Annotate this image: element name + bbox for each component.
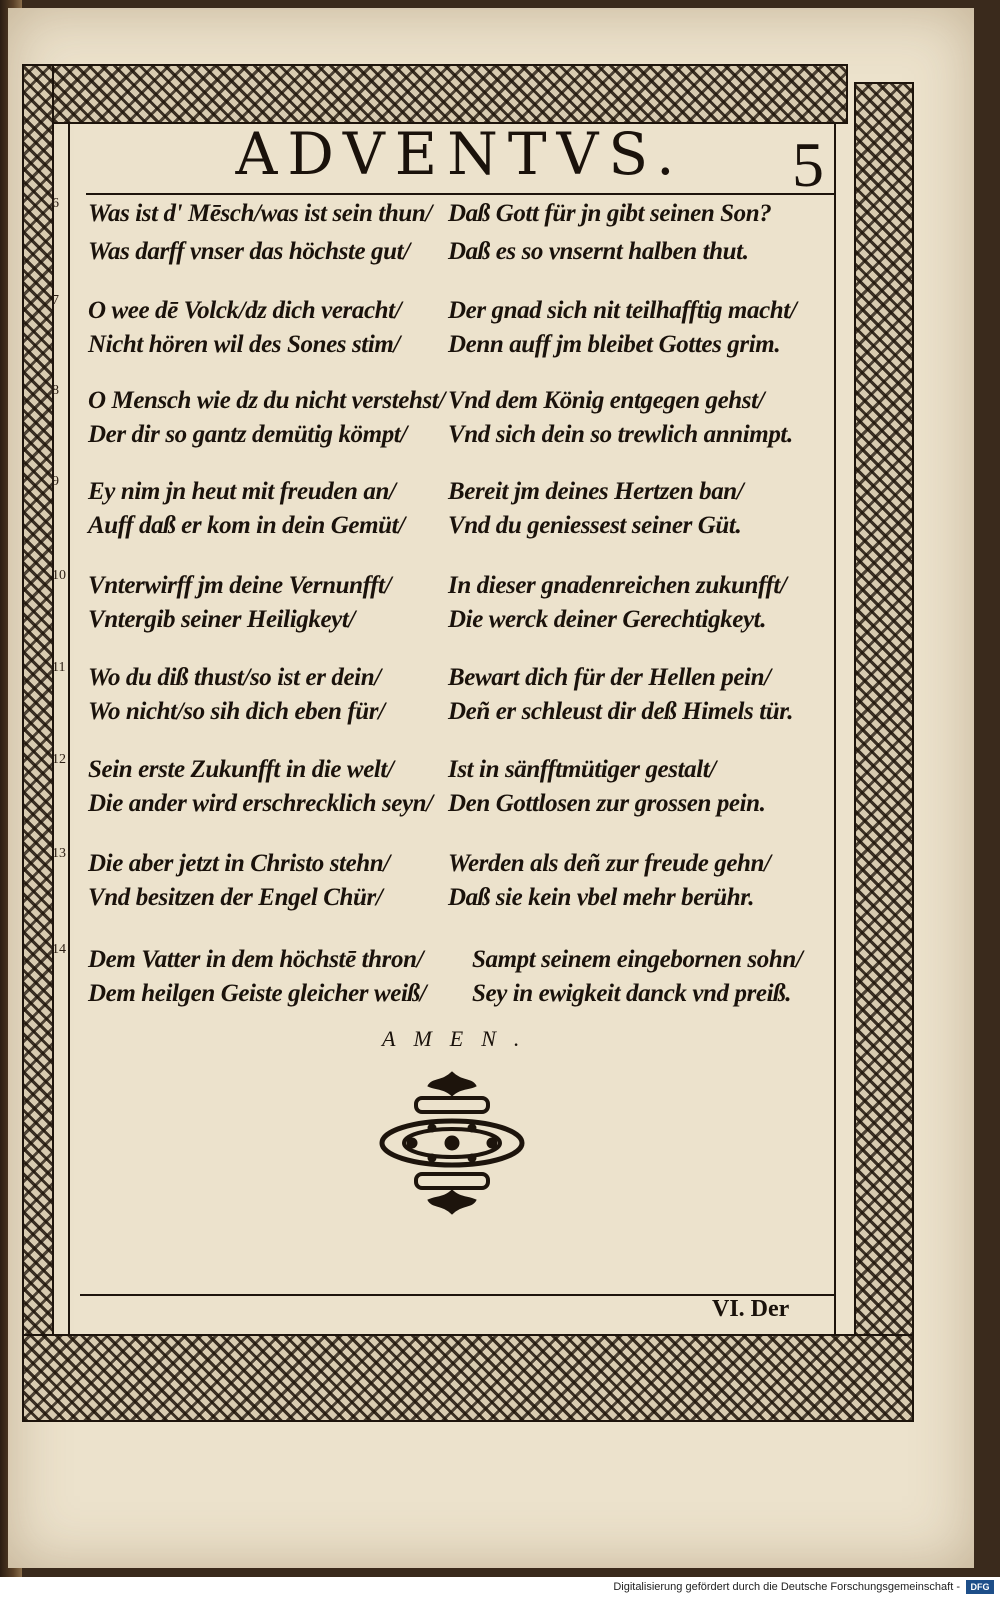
verse-line: Auff daß er kom in dein Gemüt/ Vnd du geniessest seiner Güt. (88, 512, 742, 539)
verse-number: 7 (52, 293, 59, 308)
verse-number: 9 (52, 474, 59, 489)
verse-line: Nicht hören wil des Sones stim/ Denn auff jm bleibet Gottes grim. (88, 331, 781, 358)
ornamental-border-right (854, 82, 914, 1338)
verse-line: Vnd besitzen der Engel Chür/ Daß sie kein vbel mehr berühr. (88, 884, 755, 911)
verse-line: Ey nim jn heut mit freuden an/ Bereit jm deines Hertzen ban/ (88, 478, 744, 505)
verse-line: Vntergib seiner Heiligkeyt/ Die werck deiner Gerechtigkeyt. (88, 606, 767, 633)
page-number: 5 (792, 129, 824, 200)
verse-number: 11 (52, 660, 66, 675)
fleuron-ornament (372, 1068, 532, 1218)
verse-line: Die aber jetzt in Christo stehn/ Werden als deñ zur freude gehn/ (88, 850, 771, 877)
verse-line: Der dir so gantz demütig kömpt/ Vnd sich dein so trewlich annimpt. (88, 421, 793, 448)
verse-number: 10 (52, 568, 66, 583)
catchword: VI. Der (712, 1296, 790, 1322)
verse-line: Was ist d' Mēsch/was ist sein thun/ Daß Gott für jn gibt seinen Son? (88, 200, 772, 227)
verse-line: O wee dē Volck/dz dich veracht/ Der gnad sich nit teilhafftig macht/ (88, 297, 797, 324)
amen: AMEN. (382, 1026, 538, 1051)
verse-line: O Mensch wie dz du nicht verstehst/ Vnd dem König entgegen gehst/ (88, 387, 765, 414)
digitization-footer (0, 1577, 1000, 1597)
verse-number: 13 (52, 846, 66, 861)
verse-number: 8 (52, 383, 59, 398)
verse-line: Dem heilgen Geiste gleicher weiß/ Sey in ewigkeit danck vnd preiß. (88, 980, 792, 1007)
dfg-logo[interactable]: DFG (966, 1580, 994, 1594)
verse-line: Sein erste Zukunfft in die welt/ Ist in sänfftmütiger gestalt/ (88, 756, 716, 783)
verse-line: Wo nicht/so sih dich eben für/ Deñ er schleust dir deß Himels tür. (88, 698, 794, 725)
verse-number: 12 (52, 752, 66, 767)
rule-top (86, 193, 834, 195)
ornamental-border-bottom (22, 1334, 914, 1422)
verse-number: 14 (52, 942, 66, 957)
verse-line: Wo du diß thust/so ist er dein/ Bewart dich für der Hellen pein/ (88, 664, 771, 691)
page-title: ADVENTVS. (235, 120, 685, 188)
ornamental-border-top (52, 64, 848, 124)
ornamental-border-left (22, 64, 54, 1344)
footer-credit: Digitalisierung gefördert durch die Deutsche Forschungsgemeinschaft - (613, 1581, 960, 1593)
verse-line: Was darff vnser das höchste gut/ Daß es so vnsernt halben thut. (88, 238, 749, 265)
verse-line: Vnterwirff jm deine Vernunfft/ In dieser gnadenreichen zukunfft/ (88, 572, 787, 599)
verse-number: 6 (52, 196, 59, 211)
verse-line: Die ander wird erschrecklich seyn/ Den Gottlosen zur grossen pein. (88, 790, 766, 817)
verse-line: Dem Vatter in dem höchstē thron/ Sampt seinem eingebornen sohn/ (88, 946, 803, 973)
